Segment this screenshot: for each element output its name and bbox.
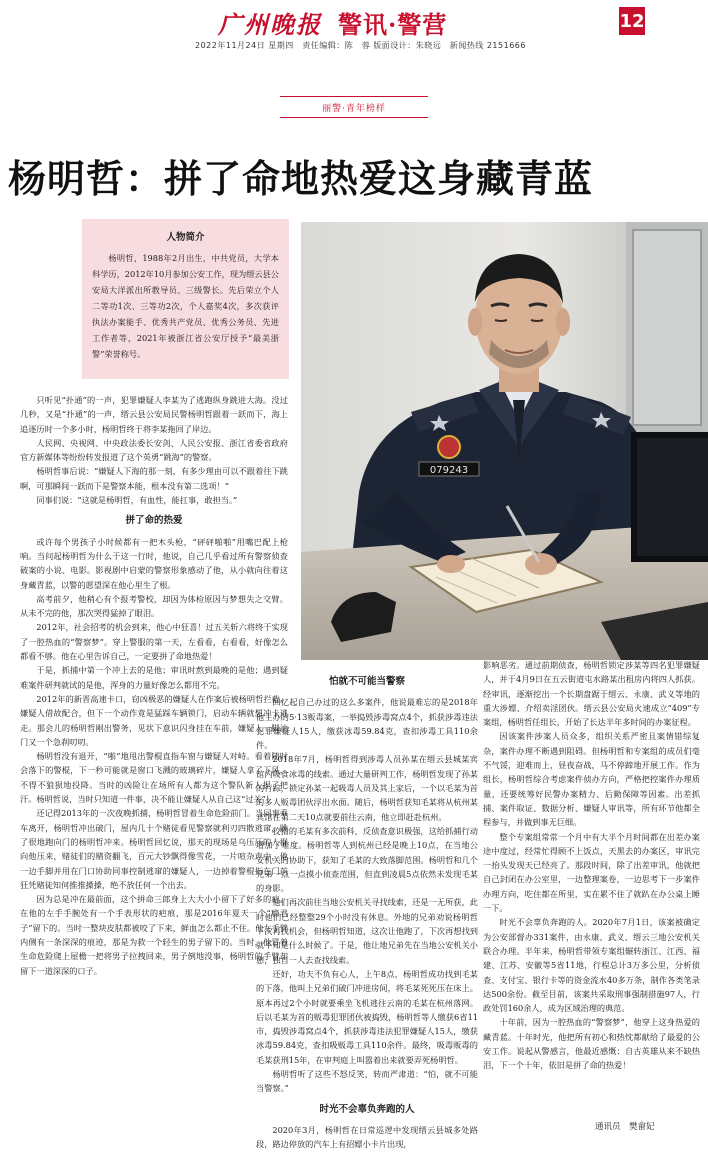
badge-number: 079243 xyxy=(429,465,469,476)
paper-name: 广州晚报 xyxy=(218,10,322,39)
subheading: 拼了命的热爱 xyxy=(125,515,183,527)
paragraph: 或许每个男孩子小时候都有一把木头枪，“砰砰啪啪”用嘴巴配上枪响。当问起杨明哲为什么干这一行时，他说，自己几乎看过所有警察侦查破案的小说、电影。影视剧中启蒙的警察形象感动了他，从小就向往着这身藏青蓝，以警的愿望深在他心里生了根。 xyxy=(20,536,288,590)
paragraph: 还记得2013年的一次夜晚抓捕，杨明哲冒着生命危险前门。当同事乘车离开，杨明哲冲出破门，屋内几十个赌徒看见警察就利刃四散逃窜，跳了很地跑向门的杨明哲冲来。杨明哲回忆说，那天的现场是乌压压的人群向他压来，赌徒们的赌资翻飞，百元大钞飘得像雪花，一片喧杂声中，他一边手脚并用在门口协助同事控制逃窜的嫌疑人，一边掉着警棍指在门前狂凭赌徒知何推推搡搡，绝不放任何一个出去。 xyxy=(20,808,288,890)
subheading: 怕就不可能当警察 xyxy=(328,676,405,687)
paragraph: 因该案件涉案人员众多，组织关系严密且案情错综复杂，案件办理不断遇到阻碍。但杨明哲和专案组的成员们毫不气馁，迎难而上，昼夜奋战，马不停蹄地开展工作。作为组长，杨明哲综合考虑案件侦办方向，严格把控案件办理质量，还要统筹好民警办案精力、后勤保障等因素。出差抓捕、案件取证、数据分析、嫌疑人审讯等，所有环节他都全程参与，并做到事无巨细。 xyxy=(483,731,700,828)
paragraph: 杨明哲听了这些不怒反笑，转而严肃道：“怕，就不可能当警察。” xyxy=(256,1069,478,1094)
column-banner: 丽警·青年榜样 xyxy=(280,96,428,118)
article-column-1 xyxy=(20,393,288,978)
paragraph: 2012年的新晋高速卡口，窃凶极恶的嫌疑人在作案后被杨明哲拦截。嫌疑人借故配合，但下一个动作竟是猛踩车辆锁门，启动车辆就想冲卡逃走。那会儿的杨明哲刚出警务，见状下意识闪身挂在车前，嫌疑人一脚油门又一个急刹叨叨。 xyxy=(20,693,288,747)
paragraph: 回忆起自己办过的这么多案件，他说最难忘的是2018年他主办的5·13贩毒案，一举捣毁涉毒窝点4个，抓获涉毒违法犯罪嫌疑人15人，缴获冰毒59.84克，查扣涉毒工具110余件。 xyxy=(256,697,478,751)
paragraph: 于是，抓捕中第一个冲上去的是他；审讯时熬到最晚的是他；遇到疑难案件研判就试的是他，浑身的力量好像怎么都用不完。 xyxy=(20,665,288,690)
paragraph: 他们再次前往当地公安机关寻找线索，还是一无所获，此时他们已经整整29个小时没有休息。外地的兄弟劝说杨明哲下次再找机会，但杨明哲知道，这次让他跑了，下次再想找到就不知是什么时候了。于是，他让地兄弟先在当地公安机关小憩，独自一人去查找线索。 xyxy=(256,897,478,965)
subheading: 时光不会辜负奔跑的人 xyxy=(319,1103,415,1115)
section-name: 警讯·警营 xyxy=(338,10,448,39)
paragraph: 十年前，因为一腔热血的“警察梦”，他穿上这身热爱的藏青蓝。十年时光，他把所有初心和热忱都献给了最爱的公安工作。说起从警感言，他最近感慨：自古英雄从来不缺热泪，下一个十年，依旧是拼了命的热爱！ xyxy=(483,1017,700,1071)
paragraph: 2012年，社会招考的机会到来，他心中狂喜！过五关斩六将终于实现了一腔热血的“警察梦”。穿上警服的第一天，左看看，右看看，好像怎么都看不够。他在心里告诉自己，一定要拼了命地热爱！ xyxy=(20,622,288,662)
paragraph: 只听见“扑通”的一声，犯罪嫌疑人李某为了逃跑纵身跳进大海。没过几秒，又是“扑通”的一声，缙云县公安局民警杨明哲跟着一跃而下，海上追逐历时一个多小时，杨明哲终于将李某拖回了岸边。 xyxy=(20,395,288,434)
paragraph: 整个专案组常常一个月中有大半个月时间都在出差办案途中度过，经常忙得顾不上饭点，天黑去的办案区，审讯完一抬头发现天已经亮了。那段时间，除了出差审讯，他就把自己封闭在办公室里，一边整理案卷，一边思考下一步案件办理方向，吃住都在所里，实在累不住了就趴在办公桌上睡一下。 xyxy=(483,831,700,914)
paragraph: 时光不会辜负奔跑的人。2020年7月1日，该案被确定为公安部督办331案件，由永康、武义、缙云三地公安机关联合办理。半年来，杨明哲带领专案组辗转浙江、江西、福建、江苏、安徽等5省11地，行程总计3万多公里，分析侦查、支付宝、银行卡等的资金流水40多万条，制作各类笔录达500余份。截至目前，该案共采取刑事强制措施97人，行政处罚160余人，成为区域治理的典范。 xyxy=(483,917,700,1014)
paragraph: 狡猾的毛某有多次前科，反侦查意识极强，这给抓捕行动增加了难度。杨明哲等人到杭州已经是晚上10点，在当地公安机关的协助下，获知了毛某的大致落脚范围。杨明哲和几个兄弟一点一点摸小侦查范围，但直到凌晨5点依然未发现毛某的身影。 xyxy=(256,825,478,894)
paragraph: 2020年3月，杨明哲在日常巡逻中发现缙云县城多处路段，路边停放的汽车上有招嫖小卡片出现， xyxy=(256,1124,478,1150)
paragraph: 人民网、央视网、中央政法委长安剑、人民公安报、浙江省委省政府官方新媒体等纷纷转发报道了这个英勇“跳海”的警察。 xyxy=(20,437,288,463)
paragraph: 影响恶劣。通过前期侦查，杨明哲锁定涉某等四名犯罪嫌疑人，并于4月9日在五云街道屯水路某出租房内将四人抓获。经审讯，逐渐挖出一个长期盘踞于缙云、永康、武义等地的重大涉嫖、介绍卖淫团伙。缙云县公安局火速成立“409”专案组，杨明哲任组长，开始了长达半年多时间的办案征程。 xyxy=(483,660,700,728)
byline: 通讯员 樊畲妃 xyxy=(595,1122,655,1132)
paragraph: 杨明哲事后说：“嫌疑人下海的那一刻，有多少理由可以不跟着往下跳啊，可那瞬间一跃而下是警察本能，根本没有第二选项！” xyxy=(20,466,288,491)
paragraph: 2018年7月，杨明哲得到涉毒人员孙某在缙云县城某宾馆内吸食冰毒的线索。通过大量研判工作，杨明哲发现了孙某的行踪，锁定孙某一起吸毒人员及其上家后，一个以毛某为首的多人贩毒团伙浮出水面。随后，杨明哲获知毛某将从杭州某宾馆在第二天10点就要前往云南，他立即赶赴杭州。 xyxy=(256,754,478,822)
headline: 杨明哲：拼了命地热爱这身藏青蓝 xyxy=(8,157,594,201)
paragraph: 同事们说：“这就是杨明哲，有血性，能扛事，敢担当。” xyxy=(36,495,238,506)
dateline: 2022年11月24日 星期四 责任编辑：陈 蓉 版面设计：朱晓远 新闻热线 2151666 xyxy=(195,41,526,50)
paragraph: 杨明哲没有退开，“啪”地甩出警棍直指车窗与嫌疑人对峙。看着随时会落下的警棍，下一秒可能就是窗口飞溅的玻璃碎片，嫌疑人拿了下风，不得不狼狈地投降。当时的凶险让在场所有人都为这个警队新人捏了把汗。杨明哲说，当时只知道一件事，决不能让嫌疑人从自己这“过关”！ xyxy=(20,751,288,805)
paragraph: 高考前夕，他稍心有个报考警校，却因为体检原因与梦想失之交臂。从未不完的他，那次哭得猛掉了眼泪。 xyxy=(20,593,288,619)
article-column-3 xyxy=(483,658,700,1073)
paragraph: 因为总是冲在最前面，这个拼命三郎身上大大小小留下了好多的疤。在他的左手手腕处有一个手表形状的疤痕，那是2016年夏天一个“瘾君子”留下的。当时一整块皮肤都被咬了下来，鲜血怎么都止不住。他左手臂内侧有一条深深的痕迹，那是为救一个轻生的男子留下的。当时，他冒着生命危险爬上屋檐一把将男子拉拽回来，男子倒地没事，杨明哲的手臂却留下一道深深的口子。 xyxy=(20,894,288,976)
profile-text: 杨明哲，1988年2月出生，中共党员，大学本科学历，2012年10月参加公安工作，现为缙云县公安局大洋派出所教导员、三级警长。先后荣立个人二等功1次、三等功2次，个人嘉奖4次，多次获评执法办案能手、优秀共产党员、优秀公务员、先进工作者等，2021年被浙江省公安厅授予“最美浙警”荣誉称号。 xyxy=(92,253,279,359)
page-number: 12 xyxy=(619,7,645,35)
paragraph: 还好，功夫不负有心人，上午8点，杨明哲成功找到毛某的下落，他叫上兄弟们破门冲进房间，将毛某死死压在床上。原本再过2个小时就要乘坐飞机逃往云南的毛某在杭州落网。后以毛某为首的贩毒犯罪团伙被捣毁，杨明哲等人缴获6省11市，捣毁涉毒窝点4个，抓获涉毒违法犯罪嫌疑人15人，缴获冰毒59.84克，查扣吸贩毒工具110余件。最终，吸毒贩毒的毛某获刑15年，在审判庭上叫嚣着出来就要弄死杨明哲。 xyxy=(256,968,478,1065)
officer-photo xyxy=(301,222,708,660)
profile-title: 人物简介 xyxy=(166,232,205,243)
article-column-2 xyxy=(256,668,478,1152)
profile-box xyxy=(82,219,289,379)
